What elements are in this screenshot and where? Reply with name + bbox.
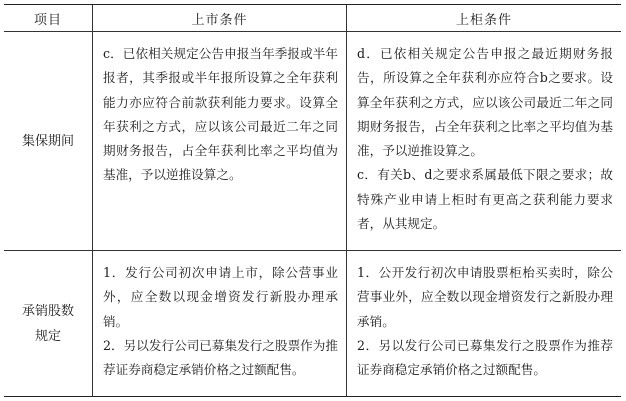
counter-condition-cell — [346, 32, 621, 250]
listing-condition-cell — [92, 251, 346, 397]
listing-condition-cell — [92, 32, 346, 250]
counter-condition-text — [357, 261, 613, 382]
table-row — [4, 251, 621, 397]
header-counter-conditions: 上柜条件 — [455, 12, 512, 28]
listing-paragraph: 2．另以发行公司已募集发行之股票作为推荐证券商稳定承销价格之过额配售。 — [103, 337, 338, 378]
header-counter-cell — [346, 5, 621, 31]
listing-paragraph: 1．发行公司初次申请上市，除公营事业外，应全数以现金增资发行新股办理承销。 — [103, 265, 338, 329]
header-listing-cell — [92, 5, 346, 31]
counter-condition-text — [357, 42, 613, 236]
counter-paragraph: c．有关b、d之要求系属最低下限之要求；故特殊产业申请上柜时有更高之获利能力要求者，从其规定。 — [357, 167, 613, 232]
counter-paragraph: d．已依相关规定公告申报之最近期财务报告，所设算之全年获利亦应符合b之要求。设算全年获利之方式，应以该公司最近二年之同期财务报告，占全年获利之比率之平均值为基准，予以逆推设算之。 — [357, 46, 613, 159]
counter-paragraph: 2．另以发行公司已募集发行之股票作为推荐证券商稳定承销价格之过额配售。 — [357, 337, 613, 378]
row-label-cell — [4, 251, 92, 397]
table-header-row — [4, 5, 621, 32]
listing-condition-text — [103, 261, 338, 382]
header-item-cell — [4, 5, 92, 31]
counter-condition-cell — [346, 251, 621, 397]
comparison-table — [4, 4, 621, 397]
row-label-underwriting-shares: 承销股数规定 — [22, 304, 75, 344]
listing-condition-text — [103, 42, 338, 188]
counter-paragraph: 1．公开发行初次申请股票柜枱买卖时，除公营事业外，应全数以现金增资发行之新股办理承销。 — [357, 265, 613, 329]
header-listing-conditions: 上市条件 — [191, 12, 248, 28]
listing-paragraph: c．已依相关规定公告申报当年季报或半年报者，其季报或半年报所设算之全年获利能力亦应符合前款获利能力要求。设算全年获利之方式，应以该公司最近二年之同期财务报告，占全年获利比率之平均值为基准，予以逆推设算之。 — [103, 46, 338, 183]
row-label-custody-period: 集保期间 — [22, 133, 75, 149]
header-item: 项目 — [33, 12, 62, 28]
row-label-cell — [4, 32, 92, 250]
table-row — [4, 32, 621, 251]
